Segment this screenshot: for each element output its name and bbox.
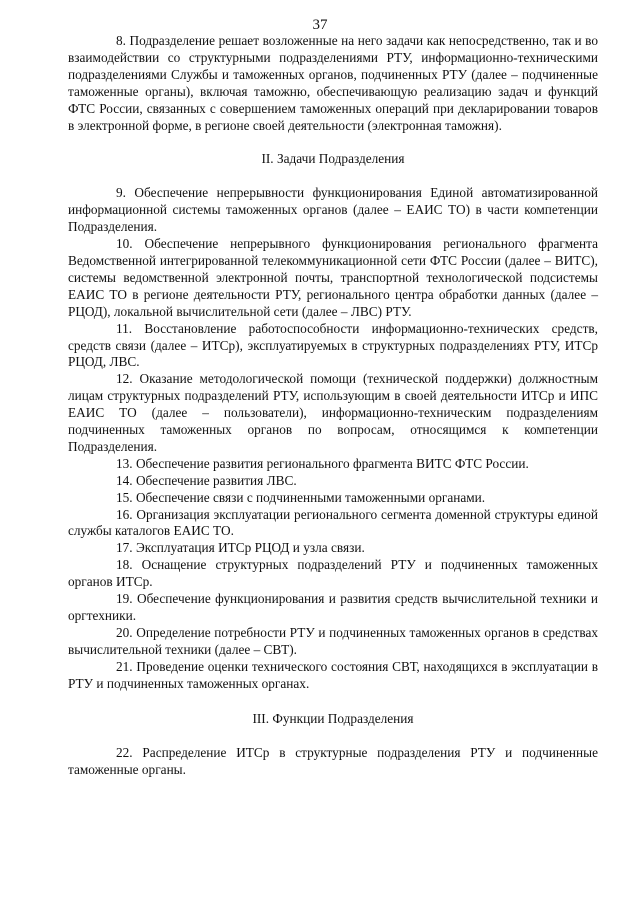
paragraph-13: 13. Обеспечение развития регионального фрагмента ВИТС ФТС России.: [116, 455, 529, 471]
paragraph-8: 8. Подразделение решает возложенные на него задачи как непосредственно, так и во взаимодействии со структурными подразделениями РТУ, информационно-техническими подразделениями Службы и таможенных органов, подчиненных РТУ (далее – подчиненные таможенные органы), включая таможню, обеспечивающую реализацию задач и функций ФТС России, связанных с совершением таможенных операций при декларировании товаров в электронной форме, в регионе своей деятельности (электронная таможня).: [68, 33, 598, 133]
page-number: 37: [312, 17, 328, 33]
paragraph-14: 14. Обеспечение развития ЛВС.: [116, 472, 297, 488]
paragraph-10: 10. Обеспечение непрерывного функционирования регионального фрагмента Ведомственной интегрированной телекоммуникационной сети ФТС России (далее – ВИТС), системы ведомственной электронной почты, транспортной технологической подсистемы ЕАИС ТО в регионе деятельности РТУ, регионального центра обработки данных (далее – РЦОД), локальной вычислительной сети (далее – ЛВС) РТУ.: [68, 236, 598, 319]
paragraph-17: 17. Эксплуатация ИТСр РЦОД и узла связи.: [116, 540, 365, 556]
paragraph-20: 20. Определение потребности РТУ и подчиненных таможенных органов в средствах вычислительной техники (далее – СВТ).: [68, 624, 598, 657]
section-heading-tasks: II. Задачи Подразделения: [261, 151, 405, 167]
paragraph-9: 9. Обеспечение непрерывности функционирования Единой автоматизированной информационной системы таможенных органов (далее – ЕАИС ТО) в части компетенции Подразделения.: [68, 185, 598, 235]
paragraph-11: 11. Восстановление работоспособности информационно-технических средств, средств связи (далее – ИТСр), эксплуатируемых в структурных подразделениях РТУ, ИТСр РЦОД, ЛВС.: [68, 320, 598, 370]
paragraph-15: 15. Обеспечение связи с подчиненными таможенными органами.: [116, 489, 486, 505]
paragraph-22: 22. Распределение ИТСр в структурные подразделения РТУ и подчиненные таможенные органы.: [68, 745, 598, 778]
page-content: [68, 33, 598, 779]
paragraph-21: 21. Проведение оценки технического состояния СВТ, находящихся в эксплуатации в РТУ и подчиненных таможенных органах.: [68, 658, 598, 691]
paragraph-12: 12. Оказание методологической помощи (технической поддержки) должностным лицам структурных подразделений РТУ, использующим в своей деятельности ИТСр и ИПС ЕАИС ТО (далее – пользователи), информационно-техническим подразделениям подчиненных таможенных органов по вопросам, относящимся к компетенции Подразделения.: [68, 371, 598, 454]
paragraph-16: 16. Организация эксплуатации регионального сегмента доменной структуры единой службы каталогов ЕАИС ТО.: [68, 506, 598, 539]
section-heading-functions: III. Функции Подразделения: [252, 710, 414, 726]
paragraph-18: 18. Оснащение структурных подразделений РТУ и подчиненных таможенных органов ИТСр.: [68, 557, 598, 590]
paragraph-19: 19. Обеспечение функционирования и развития средств вычислительной техники и оргтехники.: [68, 591, 598, 623]
